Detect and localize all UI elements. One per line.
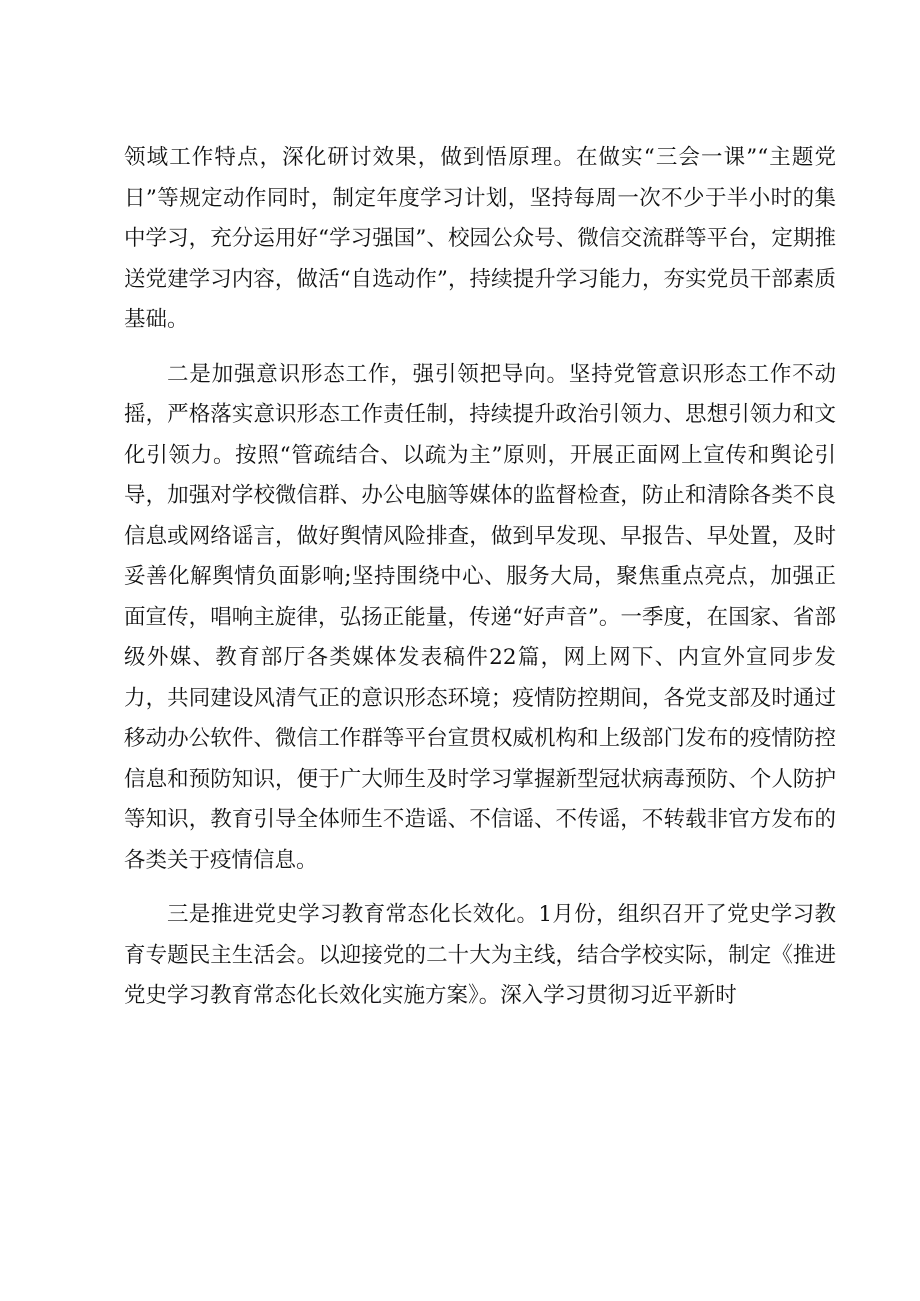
paragraph-continuation: 领域工作特点，深化研讨效果，做到悟原理。在做实“三会一课”“主题党日”等规定动作同时，制定年度学习计划，坚持每周一次不少于半小时的集中学习，充分运用好“学习强国”、校园公众号、微信交流群等平台，定期推送党建学习内容，做活“自选动作”，持续提升学习能力，夯实党员干部素质基础。: [124, 145, 836, 332]
document-body: [124, 138, 836, 1017]
paragraph-party-history-education: 三是推进党史学习教育常态化长效化。1月份，组织召开了党史学习教育专题民主生活会。以迎接党的二十大为主线，结合学校实际，制定《推进党史学习教育常态化长效化实施方案》。深入学习贯彻习近平新时: [124, 902, 836, 1008]
paragraph-ideology-work: 二是加强意识形态工作，强引领把导向。坚持党管意识形态工作不动摇，严格落实意识形态工作责任制，持续提升政治引领力、思想引领力和文化引领力。按照“管疏结合、以疏为主”原则，开展正面网上宣传和舆论引导，加强对学校微信群、办公电脑等媒体的监督检查，防止和清除各类不良信息或网络谣言，做好舆情风险排查，做到早发现、早报告、早处置，及时妥善化解舆情负面影响;坚持围绕中心、服务大局，聚焦重点亮点，加强正面宣传，唱响主旋律，弘扬正能量，传递“好声音”。一季度，在国家、省部级外媒、教育部厅各类媒体发表稿件22篇，网上网下、内宣外宣同步发力，共同建设风清气正的意识形态环境；疫情防控期间，各党支部及时通过移动办公软件、微信工作群等平台宣贯权威机构和上级部门发布的疫情防控信息和预防知识，便于广大师生及时学习掌握新型冠状病毒预防、个人防护等知识，教育引导全体师生不造谣、不信谣、不传谣，不转载非官方发布的各类关于疫情信息。: [124, 361, 836, 873]
